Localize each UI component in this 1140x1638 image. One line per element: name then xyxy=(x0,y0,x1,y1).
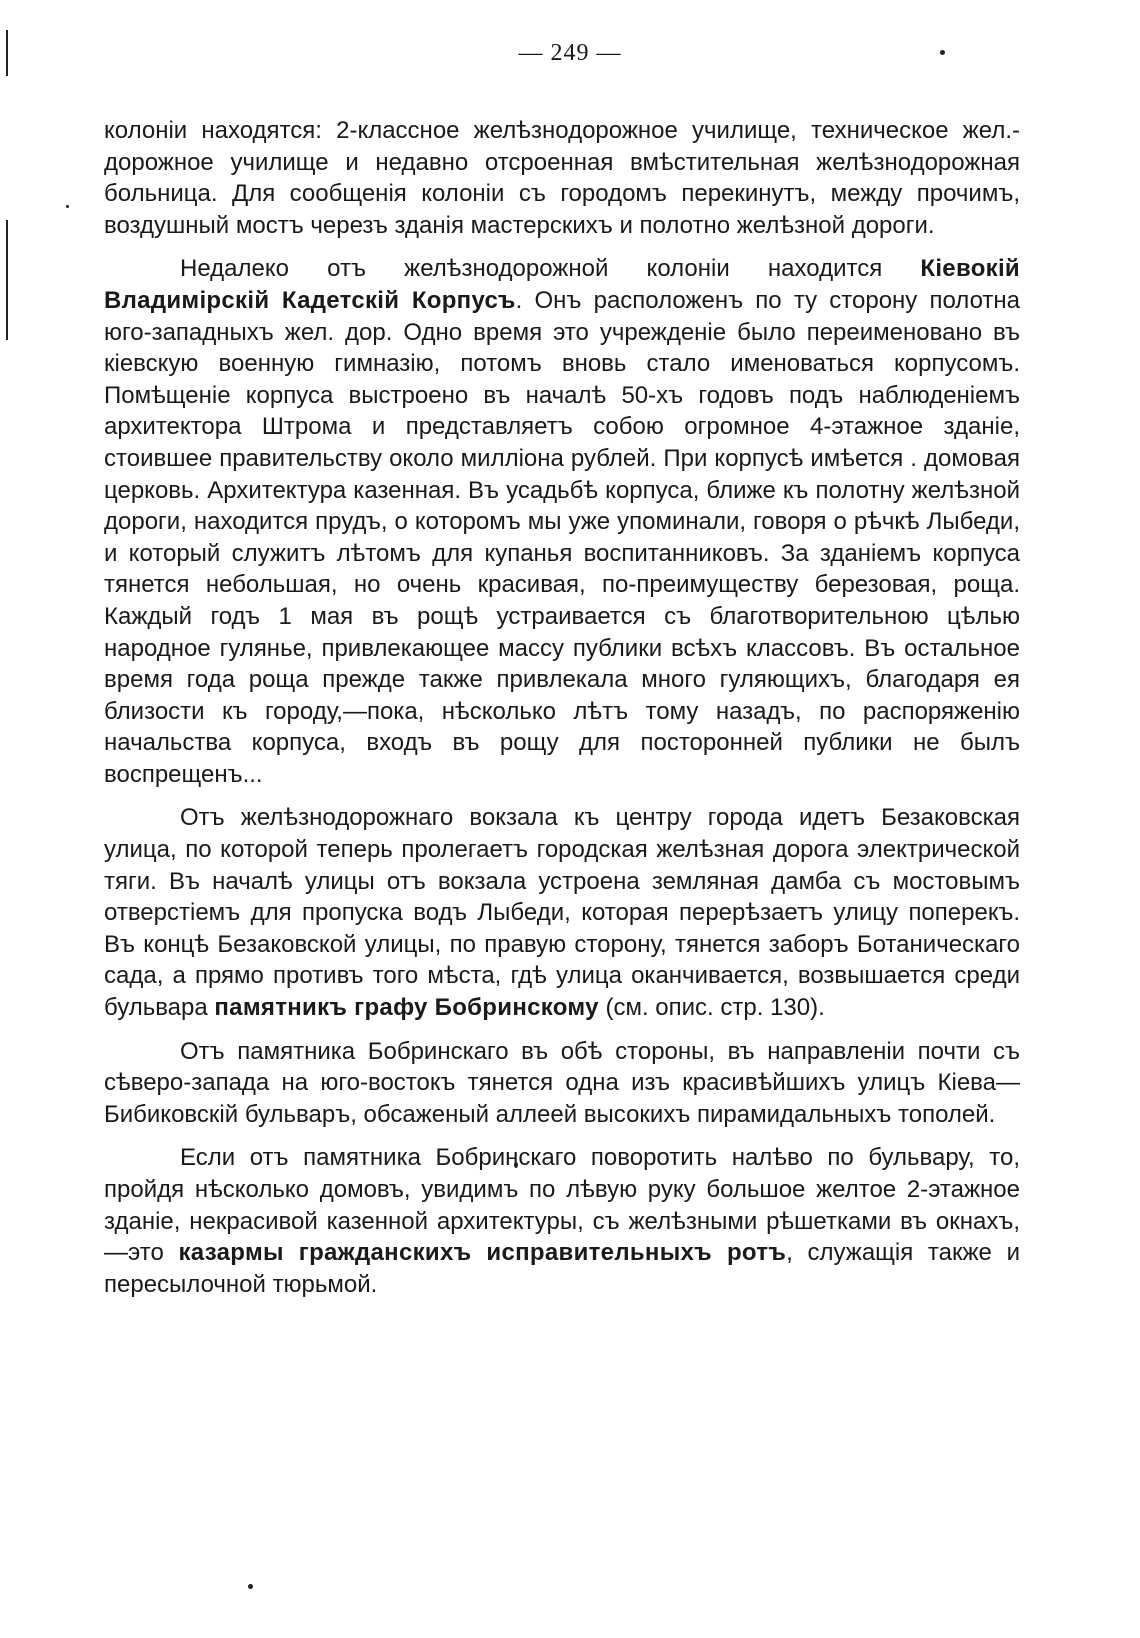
paragraph-text: колоніи находятся: 2-классное желѣзнодорожное училище, техническое жел.-дорожное училище и недавно отсроенная вмѣстительная желѣзнодорожная больница. Для сообщенія колоніи съ городомъ перекинутъ, между прочимъ, воздушный мостъ черезъ зданія мастерскихъ и полотно желѣзной дороги. xyxy=(104,117,1020,239)
scan-edge-mark xyxy=(6,300,8,340)
scan-edge-mark xyxy=(6,220,8,300)
paragraph-text: Если отъ памятника Бобринскаго поворотить налѣво по бульвару, то, пройдя нѣсколько домовъ, увидимъ по лѣвую руку большое желтое 2-этажное зданіе, некрасивой казенной архитектуры, съ желѣзными рѣшетками въ окнахъ,—это xyxy=(104,1144,1020,1267)
paragraph-5 xyxy=(104,1142,1020,1300)
highlighted-name-monument: памятникъ графу Бобринскому xyxy=(214,994,599,1022)
paragraph-text: , служащія также и пересылочной тюрьмой. xyxy=(104,1239,1020,1298)
page-number: — 249 — xyxy=(518,40,622,66)
scan-speck xyxy=(248,1584,253,1589)
paragraph-2 xyxy=(104,253,1020,790)
paragraph-3 xyxy=(104,802,1020,1023)
paragraph-text: Отъ желѣзнодорожнаго вокзала къ центру города идетъ Безаковская улица, по которой теперь пролегаетъ городская желѣзная дорога электрической тяги. Въ началѣ улицы отъ вокзала устроена земляная дамба съ мостовымъ отверстіемъ для пропуска водъ Лыбеди, которая перерѣзаетъ улицу поперекъ. Въ концѣ Безаковской улицы, по правую сторону, тянется заборъ Ботаническаго сада, а прямо противъ того мѣста, гдѣ улица оканчивается, возвышается среди бульвара xyxy=(104,804,1020,1022)
paragraph-4 xyxy=(104,1036,1020,1131)
paragraph-text: Отъ памятника Бобринскаго въ обѣ стороны, въ направленіи почти съ сѣверо-запада на юго-востокъ тянется одна изъ красивѣйшихъ улицъ Кіева—Бибиковскій бульваръ, обсаженый аллеей высокихъ пирамидальныхъ тополей. xyxy=(104,1037,1020,1128)
paragraph-text: . Онъ расположенъ по ту сторону полотна юго-западныхъ жел. дор. Одно время это учрежденіе было переименовано въ кіевскую военную гимназію, потомъ вновь стало именоваться корпусомъ. Помѣщеніе корпуса выстроено въ началѣ 50-хъ годовъ подъ наблюденіемъ архитектора Штрома и представляетъ собою огромное 4-этажное зданіе, стоившее правительству около милліона рублей. При корпусѣ имѣется . домовая церковь. Архитектура казенная. Въ усадьбѣ корпуса, ближе къ полотну желѣзной дороги, находится прудъ, о которомъ мы уже упоминали, говоря о рѣчкѣ Лыбеди, и который служитъ лѣтомъ для купанья воспитанниковъ. За зданіемъ корпуса тянется небольшая, но очень красивая, по-преимуществу березовая, роща. Каждый годъ 1 мая въ рощѣ устраивается съ благотворительною цѣлью народное гулянье, привлекающее массу публики всѣхъ классовъ. Въ остальное время года роща прежде также привлекала много гуляющихъ, благодаря ея близости къ городу,—пока, нѣсколько лѣтъ тому назадъ, по распоряженію начальства корпуса, входъ въ рощу для посторонней публики не былъ воспрещенъ... xyxy=(104,286,1020,788)
paragraph-text: Недалеко отъ желѣзнодорожной колоніи находится xyxy=(180,255,921,283)
highlighted-name-kadet-korpus: Кіевокій Владимірскій Кадетскій Корпусъ xyxy=(104,255,1020,314)
paragraph-text: (см. опис. стр. 130). xyxy=(598,994,825,1022)
paragraph-1 xyxy=(104,115,1020,241)
highlighted-name-barracks: казармы гражданскихъ исправительныхъ ротъ xyxy=(178,1239,787,1267)
scan-speck xyxy=(66,205,69,208)
body-text xyxy=(104,115,1020,1312)
